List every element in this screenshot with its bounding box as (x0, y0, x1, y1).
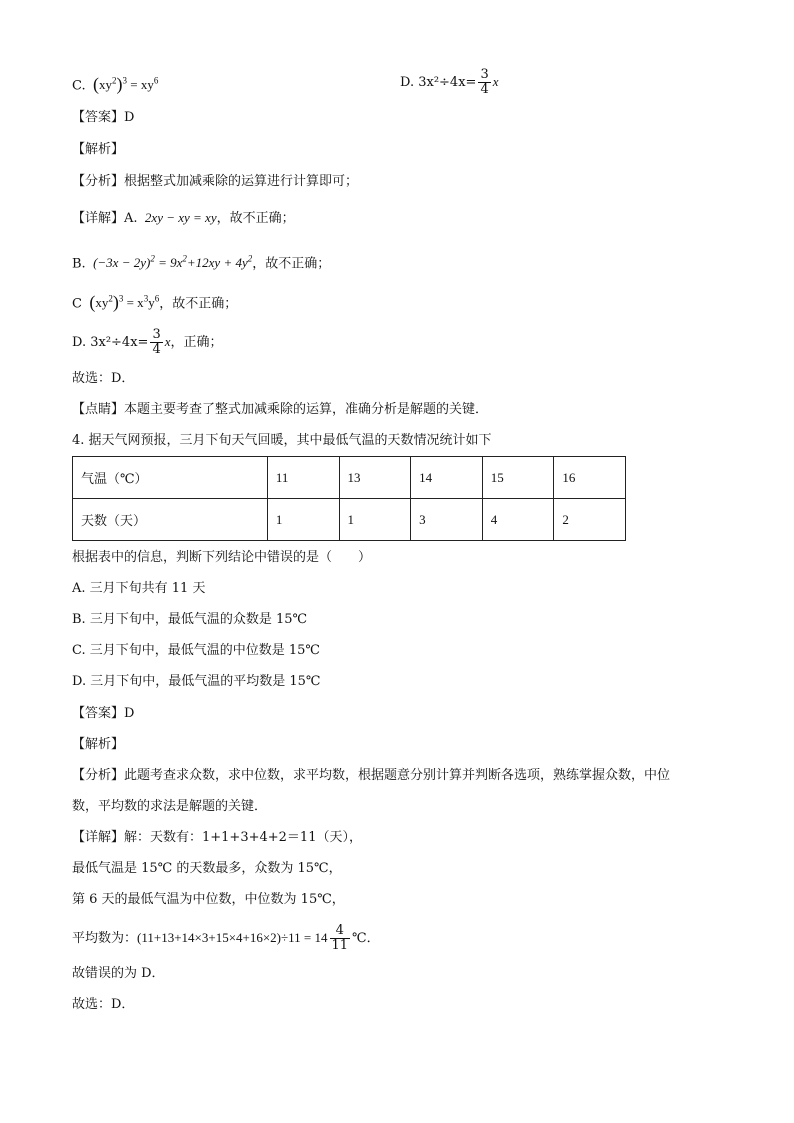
option-d-line: D. 3x²÷4x= $\frac{3}{4}$ x (400, 67, 499, 97)
option-c-formula: $(xy^2)^3 = xy^6$ (93, 74, 159, 95)
formula-a: 2xy − xy = xy (141, 210, 217, 225)
q4-option-c: C. 三月下旬中，最低气温的中位数是 15℃ (72, 643, 320, 658)
formula-b: $(-3x - 2y)^2 = 9x^2+12xy + 4y^2$ (89, 254, 253, 271)
detail-d-fraction: $\frac{3}{4}$ (152, 327, 161, 357)
q4-answer: 【答案】D (72, 706, 135, 721)
mean-formula: (11+13+14×3+15×4+16×2)÷11 = 14 (137, 930, 328, 945)
q4-wrong: 故错误的为 D． (72, 966, 165, 981)
q4-detail-4: 平均数为：(11+13+14×3+15×4+16×2)÷11 = 14 $\frac{4}{11}$ ℃． (72, 923, 380, 953)
q3-fenxi: 【分析】根据整式加减乘除的运算进行计算即可； (72, 174, 359, 189)
q4-analysis-title: 【解析】 (72, 737, 125, 752)
q3-detail-c: C $(xy^2)^3 = x^3y^6$，故不正确； (72, 292, 238, 313)
table-cell: 16 (554, 457, 626, 499)
q3-analysis-title: 【解析】 (72, 142, 125, 157)
q3-answer: 【答案】D (72, 110, 135, 125)
table-header-temp: 气温（℃） (73, 457, 268, 499)
q3-detail-b: B. $(-3x - 2y)^2 = 9x^2+12xy + 4y^2$，故不正确； (72, 254, 331, 272)
mean-fraction: $\frac{4}{11}$ (331, 923, 349, 953)
option-d-label: D. 3x²÷4x= (400, 75, 477, 90)
q4-stem: 4. 据天气网预报，三月下旬天气回暖，其中最低气温的天数情况统计如下 (72, 433, 492, 448)
q4-detail-1: 【详解】解：天数有：1+1+3+4+2＝11（天）， (72, 830, 362, 845)
table-header-days: 天数（天） (73, 499, 268, 541)
option-c-line (72, 72, 158, 95)
table-cell: 4 (482, 499, 554, 541)
q3-detail-d: D. 3x²÷4x= $\frac{3}{4}$ x，正确； (72, 327, 223, 357)
table-row (73, 499, 626, 541)
table-cell: 1 (339, 499, 411, 541)
formula-c: $(xy^2)^3 = x^3y^6$ (89, 292, 160, 313)
table-cell: 3 (411, 499, 483, 541)
table-cell: 1 (267, 499, 339, 541)
table-cell: 13 (339, 457, 411, 499)
q4-fenxi-1: 【分析】此题考查求众数，求中位数，求平均数，根据题意分别计算并判断各选项，熟练掌握众数，中位 (72, 768, 671, 783)
q4-question: 根据表中的信息，判断下列结论中错误的是（ ） (72, 550, 372, 565)
q4-option-a: A. 三月下旬共有 11 天 (72, 581, 206, 596)
option-d-fraction: $\frac{3}{4}$ (480, 67, 489, 97)
q3-dianjing: 【点睛】本题主要考查了整式加减乘除的运算，准确分析是解题的关键． (72, 402, 489, 417)
q4-choose: 故选：D． (72, 997, 135, 1012)
table-cell: 11 (267, 457, 339, 499)
table-cell: 15 (482, 457, 554, 499)
q4-detail-2: 最低气温是 15℃ 的天数最多，众数为 15℃， (72, 861, 342, 876)
table-cell: 2 (554, 499, 626, 541)
temperature-table (72, 456, 626, 541)
option-c-label: C. (72, 78, 86, 94)
q3-choose: 故选：D． (72, 371, 135, 386)
q3-detail-a: 【详解】A. 2xy − xy = xy，故不正确； (72, 210, 295, 226)
table-row (73, 457, 626, 499)
q4-fenxi-2: 数，平均数的求法是解题的关键． (72, 799, 268, 814)
q4-option-d: D. 三月下旬中，最低气温的平均数是 15℃ (72, 674, 321, 689)
q4-option-b: B. 三月下旬中，最低气温的众数是 15℃ (72, 612, 308, 627)
q4-detail-3: 第 6 天的最低气温为中位数，中位数为 15℃， (72, 892, 345, 907)
table-cell: 14 (411, 457, 483, 499)
